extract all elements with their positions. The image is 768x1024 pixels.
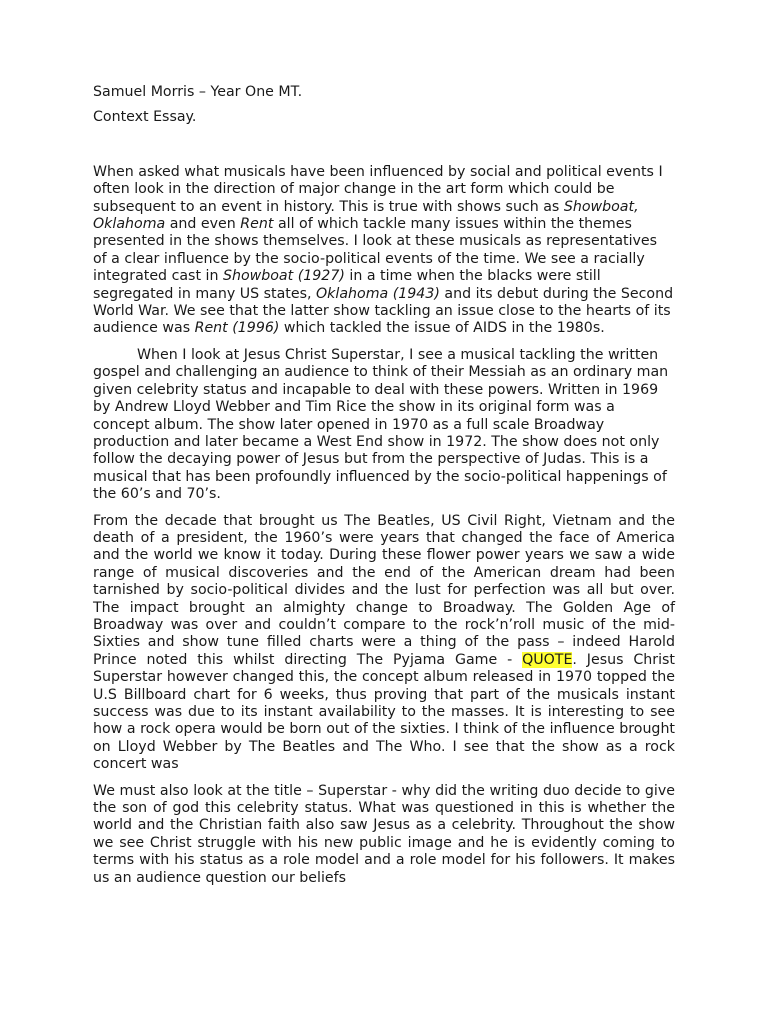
p1-italic-rent-1996: Rent (1996) (194, 320, 280, 337)
quote-highlight: QUOTE (522, 651, 573, 668)
document-title: Context Essay. (93, 109, 197, 126)
paragraph-1 (93, 164, 675, 338)
paragraph-2: When I look at Jesus Christ Superstar, I see a musical tackling the written gospel and challenging an audience to think of their Messiah as an ordinary man given celebrity status and incapable to deal with these powers. Written in 1969 by Andrew Lloyd Webber and Tim Rice the show in its original form was a concept album. The show later opened in 1970 as a full scale Broadway production and later became a West End show in 1972. The show does not only follow the decaying power of Jesus but from the perspective of Judas. This is a musical that has been profoundly influenced by the socio-political happenings of the 60’s and 70’s. (93, 346, 669, 503)
p3-text-after: . Jesus Christ Superstar however changed this, the concept album released in 1970 topped the U.S Billboard chart for 6 weeks, thus proving that part of the musicals instant success was due to its instant availability to the masses. It is interesting to see how a rock opera would be born out of the sixties. I think of the influence brought on Lloyd Webber by The Beatles and The Who. I see that the show as a rock concert was (93, 651, 675, 773)
p1-text-1: When asked what musicals have been influenced by social and political events I often look in the direction of major change in the art form which could be subsequent to an event in history. This is true with shows such as (93, 163, 663, 215)
p1-italic-rent: Rent (240, 216, 274, 233)
p1-text-4: in a time when the blacks were still segregated in many US states, (93, 268, 601, 302)
p1-text-6: which tackled the issue of AIDS in the 1980s. (279, 320, 605, 337)
p1-text-2: and even (165, 216, 241, 233)
p1-italic-oklahoma-1943: Oklahoma (1943) (316, 285, 440, 302)
author-line: Samuel Morris – Year One MT. (93, 84, 303, 100)
p1-text-5: and its debut during the Second World War. We see that the latter show tackling an issue close to the hearts of its audience was (93, 285, 674, 337)
paragraph-3 (93, 513, 675, 774)
p1-text-3: all of which tackle many issues within the themes presented in the shows themselves. I look at these musicals as representatives of a clear influence by the socio-political events of the time. We see a racially integrated cast in (93, 216, 658, 285)
p3-text-before: From the decade that brought us The Beatles, US Civil Right, Vietnam and the death of a president, the 1960’s were years that changed the face of America and the world we know it today. During these flower power years we saw a wide range of musical discoveries and the end of the American dream had been tarnished by socio-political divides and the lust for perfection was all but over. The impact brought an almighty change to Broadway. The Golden Age of Broadway was over and couldn’t compare to the rock’n’roll music of the mid-Sixties and show tune filled charts were a thing of the pass – indeed Harold Prince noted this whilst directing The Pyjama Game - (93, 512, 675, 668)
p1-italic-shows: Showboat, Oklahoma (93, 198, 639, 233)
p1-italic-showboat-1927: Showboat (1927) (222, 268, 345, 285)
paragraph-4: We must also look at the title – Superstar - why did the writing duo decide to give the son of god this celebrity status. What was questioned in this is whether the world and the Christian faith also saw Jesus as a celebrity. Throughout the show we see Christ struggle with his new public image and he is evidently coming to terms with his status as a role model and a role model for his followers. It makes us an audience question our beliefs (93, 782, 675, 886)
document-page (93, 84, 675, 896)
